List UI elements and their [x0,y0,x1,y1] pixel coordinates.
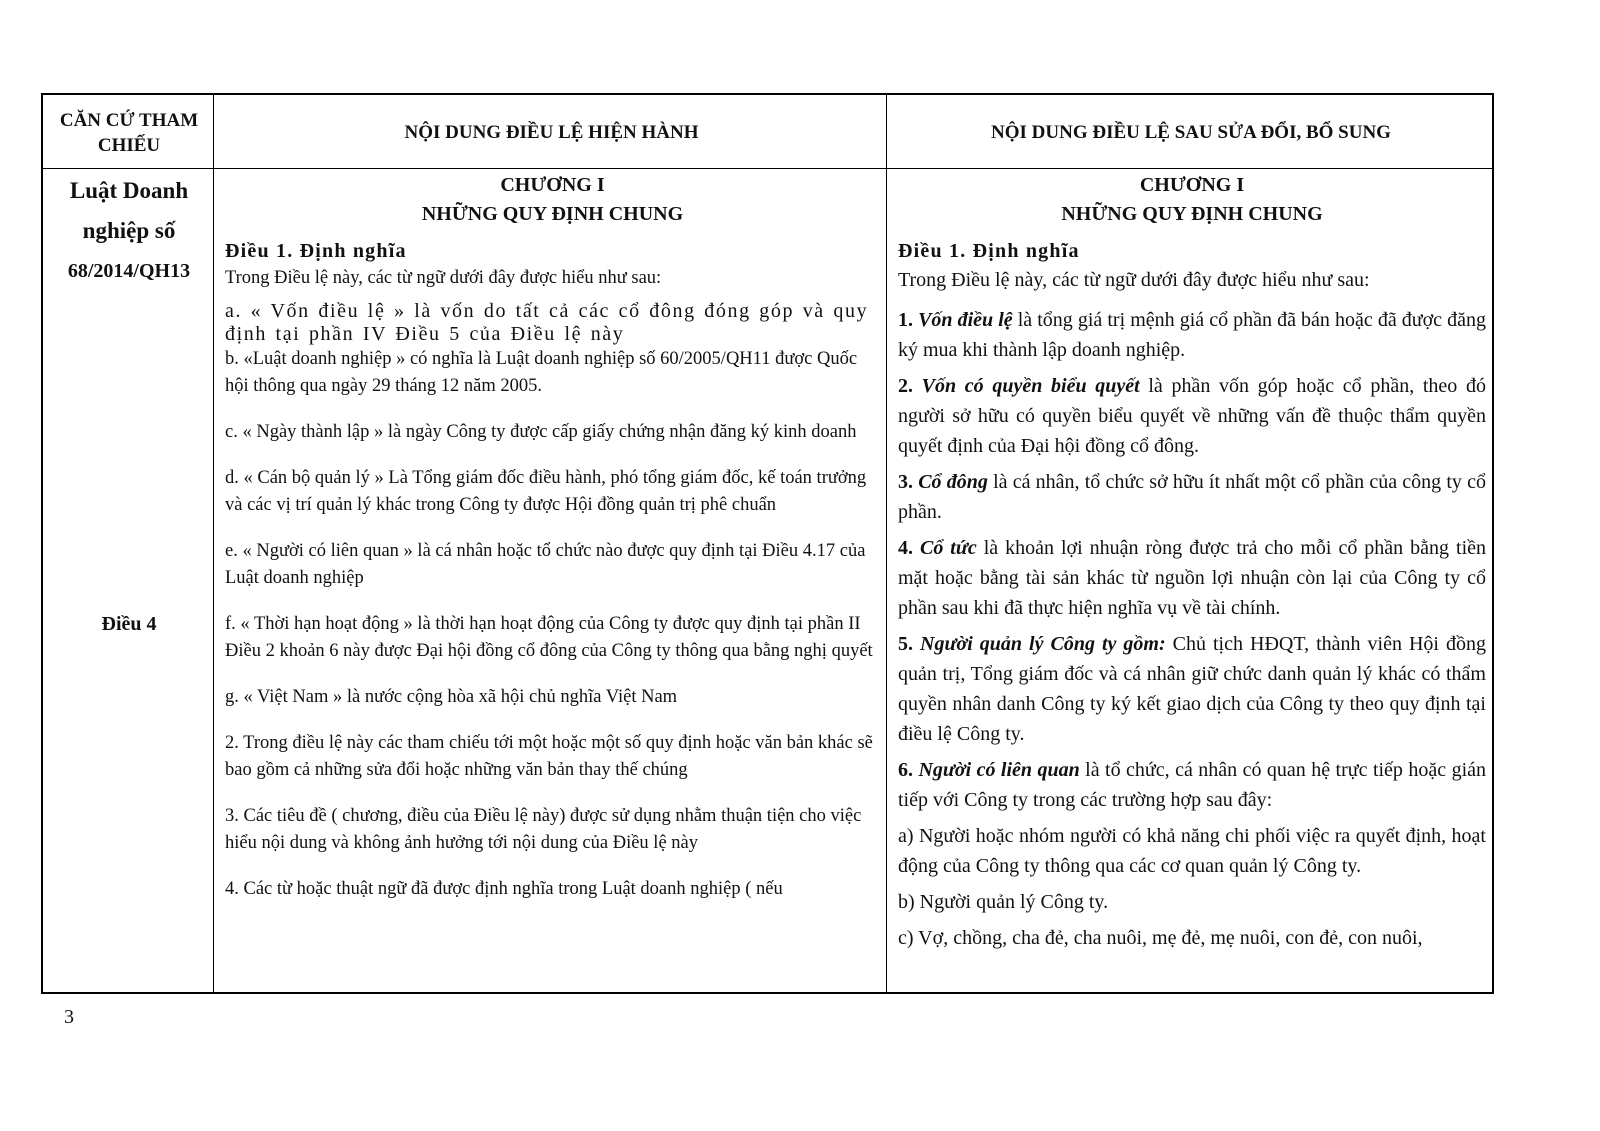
page-number: 3 [64,1006,74,1028]
comparison-table [41,93,1494,994]
item-number: 3. [898,471,913,493]
definition-item: a. « Vốn điều lệ » là vốn do tất cả các cổ đông đóng góp và quy định tại phần IV Điều 5 của Điều lệ này [225,300,869,345]
chapter-number: CHƯƠNG I [1139,174,1245,196]
item-term: Cổ đông [918,471,988,493]
definition-item: d. « Cán bộ quản lý » Là Tổng giám đốc điều hành, phó tổng giám đốc, kế toán trưởng và các vị trí quản lý khác trong Công ty được Hội đồng quản trị phê chuẩn [225,468,867,515]
item-term: Người có liên quan [918,759,1080,781]
definition-item: 4. Các từ hoặc thuật ngữ đã được định nghĩa trong Luật doanh nghiệp ( nếu [225,879,783,899]
item-number: 4. [898,537,913,559]
law-reference [43,171,215,291]
definition-item [898,467,1486,527]
item-text: là tổ chức, cá nhân có quan hệ trực tiếp hoặc gián tiếp với Công ty trong các trường hợp sau đây: [898,759,1486,811]
law-line: nghiệp số [82,218,176,243]
sub-item: c) Vợ, chồng, cha đẻ, cha nuôi, mẹ đẻ, mẹ nuôi, con đẻ, con nuôi, [898,927,1423,949]
definition-item: e. « Người có liên quan » là cá nhân hoặc tổ chức nào được quy định tại Điều 4.17 của Luật doanh nghiệp [225,541,866,588]
definition-item: g. « Việt Nam » là nước cộng hòa xã hội chủ nghĩa Việt Nam [225,687,678,707]
article-title: Điều 1. Định nghĩa [898,240,1080,262]
intro-text: Trong Điều lệ này, các từ ngữ dưới đây được hiểu như sau: [225,268,662,288]
item-term: Cổ tức [919,537,977,559]
chapter-title: NHỮNG QUY ĐỊNH CHUNG [1061,203,1323,225]
article-title: Điều 1. Định nghĩa [225,240,407,262]
definition-item: b. «Luật doanh nghiệp » có nghĩa là Luật doanh nghiệp số 60/2005/QH11 được Quốc hội thông qua ngày 29 tháng 12 năm 2005. [225,349,858,396]
header-current: NỘI DUNG ĐIỀU LỆ HIỆN HÀNH [404,122,699,143]
definition-item [898,305,1486,365]
chapter-number: CHƯƠNG I [500,174,605,196]
item-term: Người quản lý Công ty gồm: [920,633,1166,655]
law-line: Luật Doanh [69,178,189,203]
header-reference: CĂN CỨ THAM CHIẾU [59,109,199,156]
item-text: là khoản lợi nhuận ròng được trả cho mỗi cổ phần bằng tiền mặt hoặc bằng tài sản khác từ nguồn lợi nhuận còn lại của Công ty cổ phần sau khi đã thực hiện nghĩa vụ về tài chính. [898,537,1486,619]
sub-item: b) Người quản lý Công ty. [898,891,1109,913]
definition-item [898,755,1486,815]
definition-item [898,533,1486,623]
definition-item: c. « Ngày thành lập » là ngày Công ty được cấp giấy chứng nhận đăng ký kinh doanh [225,422,857,442]
chapter-title: NHỮNG QUY ĐỊNH CHUNG [421,203,684,225]
reference-column [43,171,215,992]
current-column [215,171,888,992]
definition-item: 3. Các tiêu đề ( chương, điều của Điều lệ này) được sử dụng nhằm thuận tiện cho việc hiểu nội dung và không ảnh hưởng tới nội dung của Điều lệ này [225,806,862,853]
item-text: là tổng giá trị mệnh giá cổ phần đã bán hoặc đã được đăng ký mua khi thành lập doanh nghiệp. [898,309,1487,361]
article-reference: Điều 4 [101,613,157,635]
item-text: là phần vốn góp hoặc cổ phần, theo đó người sở hữu có quyền biểu quyết về những vấn đề thuộc thẩm quyền quyết định của Đại hội đồng cổ đông. [898,375,1486,457]
definition-item [898,371,1486,461]
sub-item: a) Người hoặc nhóm người có khả năng chi phối việc ra quyết định, hoạt động của Công ty thông qua các cơ quan quản lý Công ty. [898,825,1486,877]
item-number: 5. [898,633,913,655]
amended-column [888,171,1494,992]
item-term: Vốn có quyền biểu quyết [921,375,1140,397]
item-number: 1. [898,309,913,331]
law-line: 68/2014/QH13 [67,260,191,282]
definition-item: 2. Trong điều lệ này các tham chiếu tới một hoặc một số quy định hoặc văn bản khác sẽ bao gồm cả những sửa đổi hoặc những văn bản thay thế chúng [225,733,873,780]
intro-text: Trong Điều lệ này, các từ ngữ dưới đây được hiểu như sau: [898,269,1370,291]
definition-item: f. « Thời hạn hoạt động » là thời hạn hoạt động của Công ty được quy định tại phần II Điều 2 khoản 6 này được Đại hội đồng cổ đông của Công ty thông qua bằng nghị quyết [225,614,873,661]
item-number: 2. [898,375,913,397]
item-term: Vốn điều lệ [918,309,1013,331]
item-number: 6. [898,759,913,781]
definition-item [898,629,1486,749]
header-amended: NỘI DUNG ĐIỀU LỆ SAU SỬA ĐỔI, BỔ SUNG [991,122,1391,143]
item-text: Chủ tịch HĐQT, thành viên Hội đồng quản trị, Tổng giám đốc và cá nhân giữ chức danh quản lý khác có thẩm quyền nhân danh Công ty ký kết giao dịch của Công ty theo quy định tại điều lệ Công ty. [898,633,1487,745]
item-text: là cá nhân, tổ chức sở hữu ít nhất một cổ phần của công ty cổ phần. [898,471,1486,523]
